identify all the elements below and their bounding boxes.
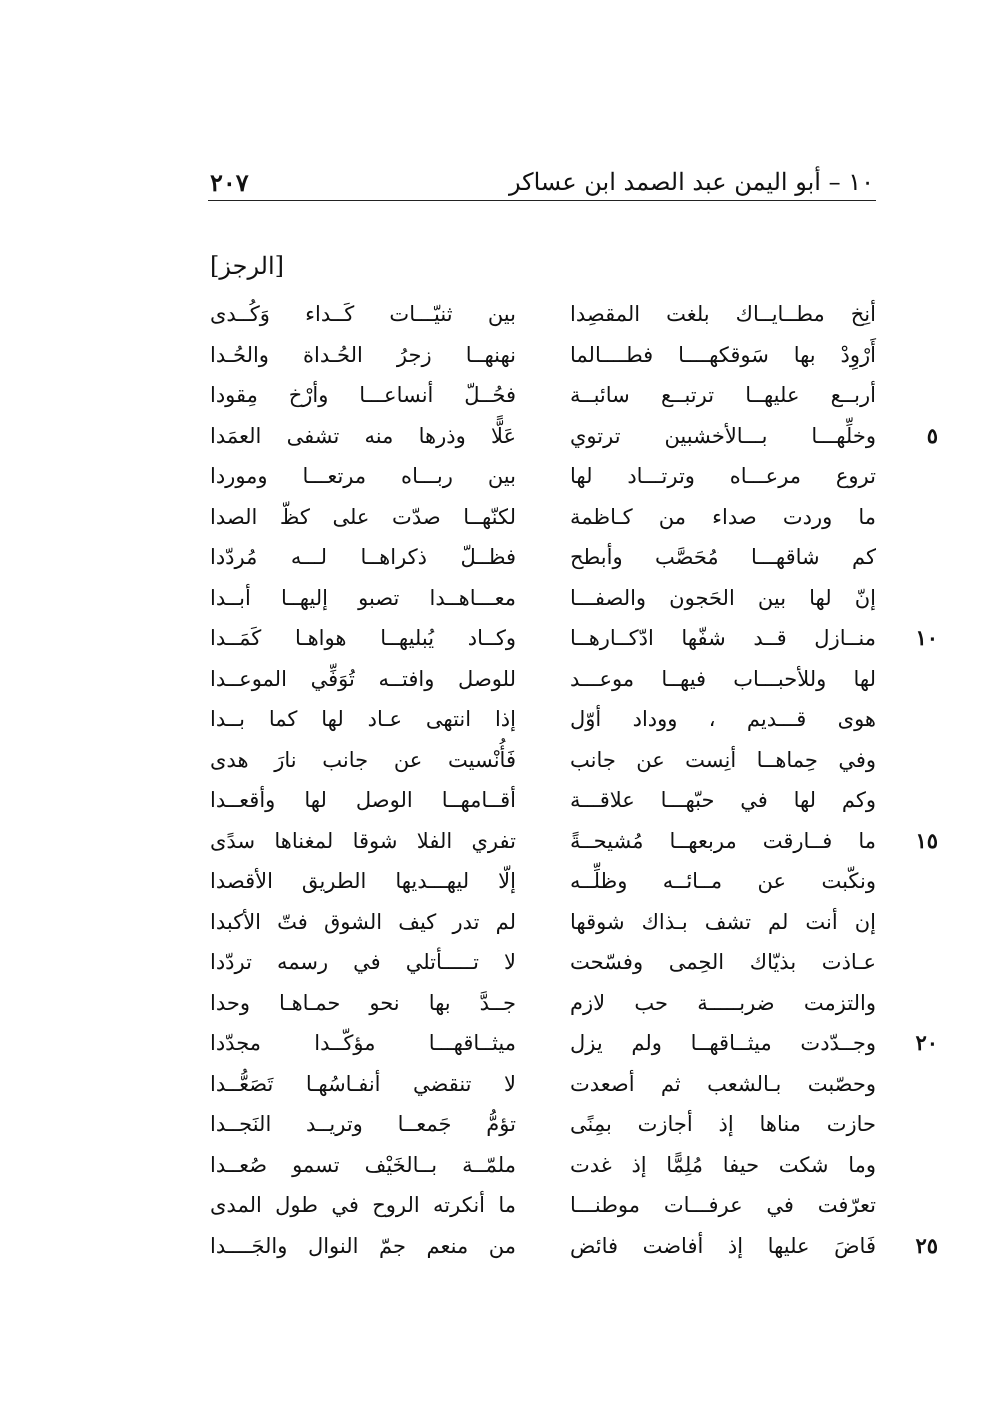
verse-second-hemistich: إلّا ليهـــديها الطريق الأقصدا: [210, 869, 516, 893]
verse-second-hemistich: نهنهــا زجرُ الحُـداة والحُـدا: [210, 342, 516, 367]
verse: [0, 1145, 992, 1185]
verse-first-hemistich: أَرْوِدْ بها سَوقكهــــا فطــــالما: [570, 342, 876, 367]
verse: [0, 740, 992, 780]
verse-first-hemistich: إن أنت لم تشف بـذاك شوقها: [570, 909, 876, 934]
meter-label: [الرجز]: [210, 252, 285, 280]
verse: [0, 1185, 992, 1225]
verse-second-hemistich: للوصل وافتــه تُوَفِّي الموعــدا: [210, 666, 516, 691]
verse-number: ٢٠: [915, 1030, 938, 1055]
verse-second-hemistich: ما أنكرته الروح في طول المدى: [210, 1193, 516, 1217]
verse: [0, 294, 992, 334]
verse-second-hemistich: من منعم جمّ النوال والجَــــدا: [210, 1233, 516, 1258]
header-rule: [208, 200, 876, 201]
verse-first-hemistich: لها وللأحبـــاب فيهــا موعـــد: [570, 666, 876, 691]
verse-number: ١٥: [915, 827, 938, 853]
verse: [0, 497, 992, 537]
verse-second-hemistich: بين ثنيّـــات كَــداء وَكُــدى: [210, 302, 516, 326]
verse-first-hemistich: وحصّبت بـالشعب ثم أصعدت: [570, 1071, 876, 1096]
verse-number: [888, 456, 938, 496]
verse-first-hemistich: ونكّبت عن مــائــه وظلِّــه: [570, 869, 876, 893]
verse: [0, 335, 992, 375]
verse: [0, 1023, 992, 1063]
page-number: ٢٠٧: [210, 168, 249, 197]
verse: [0, 983, 992, 1023]
verse-first-hemistich: ما وردت صداء من كـاظمة: [570, 504, 876, 529]
verse-second-hemistich: لم تدر كيف الشوق فتّ الأكبدا: [210, 909, 516, 934]
verse-second-hemistich: تؤمُّ جَمعــا وتريــد النَجــدا: [210, 1112, 516, 1136]
verse-number: [888, 537, 938, 577]
verse-number: [888, 1145, 938, 1185]
verse: [0, 375, 992, 415]
verse-number: ١٠: [915, 625, 938, 650]
verse-first-hemistich: عـاذت بذيّاك الحِمى وفسّحت: [570, 950, 876, 974]
verse: [0, 699, 992, 739]
verse-second-hemistich: جــدَّ بها نحو حمـاهـا وحدا: [210, 990, 516, 1015]
verse-first-hemistich: أنِخ مطــايــاك بلغت المقصِدا: [570, 302, 876, 326]
verse-first-hemistich: وجــدّدت ميثــاقهــا ولم يزل: [570, 1031, 876, 1055]
verse: [0, 537, 992, 577]
verse-second-hemistich: لكنّهــا صدّت على كظّ الصدا: [210, 504, 516, 529]
verse-number: [888, 375, 938, 415]
verse-number: ٢٥: [915, 1232, 938, 1258]
verse-first-hemistich: أربــع عليهــا ترتبــع سائبــة: [570, 383, 876, 407]
verse-second-hemistich: أقــامهــا الوصل لها وأقعــدا: [210, 788, 516, 812]
verse-second-hemistich: لا تنقضي أنفـاسُهـا تَصَعُّــدا: [210, 1071, 516, 1096]
verse-first-hemistich: تروع مرعـــاه وترتـــاد لها: [570, 464, 876, 488]
verse: [0, 456, 992, 496]
verse-second-hemistich: لا تـــــأتلي في رسمه تردّدا: [210, 950, 516, 974]
verse-second-hemistich: ميثــاقهـــا مؤكّــدا مجدّدا: [210, 1031, 516, 1055]
verse-second-hemistich: وكــاد يُبليهــا هواهـا كَمَــدا: [210, 626, 516, 650]
verse-number: [888, 1104, 938, 1144]
verse: [0, 618, 992, 658]
verse-second-hemistich: بين ربـــاه مرتعـــا وموردا: [210, 464, 516, 488]
verse: [0, 1104, 992, 1144]
verse-first-hemistich: وكم لها في حبّهـــا علاقـــة: [570, 788, 876, 812]
verse: [0, 1226, 992, 1266]
verse-number: [888, 578, 938, 618]
verse-second-hemistich: إذا انتهى عـاد لها كما بــدا: [210, 707, 516, 731]
verse-second-hemistich: فظــلّ ذكراهــا لـــه مُردّدا: [210, 545, 516, 569]
verse: [0, 578, 992, 618]
verse-first-hemistich: وفي حِماهــا أنِست عن جانب: [570, 747, 876, 772]
verse-first-hemistich: كم شاقهـــا مُحَصَّب وأبطح: [570, 545, 876, 569]
verse: [0, 942, 992, 982]
verse-number: ٥: [926, 422, 938, 448]
verse-first-hemistich: تعرّفت في عرفـــات موطنـــا: [570, 1193, 876, 1217]
verse-second-hemistich: فحُــلّ أنساعـــا وأرْخ مِقودا: [210, 383, 516, 407]
verse-second-hemistich: ملمّــة بــالخَيْف تسمو صُعــدا: [210, 1152, 516, 1177]
verse-first-hemistich: هوى قـــديم ، ووداد أوّل: [570, 707, 876, 731]
verse: [0, 416, 992, 456]
page-header: [0, 0, 992, 200]
verse-second-hemistich: فَأُنْسيت عن جانب نارَ هدى: [210, 747, 516, 772]
verse-number: [888, 942, 938, 982]
verse-number: [888, 497, 938, 537]
verse-second-hemistich: تفري الفلا شوقا لمغناها سدًى: [210, 828, 516, 853]
verse-first-hemistich: منــازل قــد شفّها ادّكــارهــا: [570, 626, 876, 650]
verse: [0, 902, 992, 942]
verse: [0, 659, 992, 699]
verse-first-hemistich: وما شكت حيفا مُلِمًّا إذ غدت: [570, 1152, 876, 1177]
verse: [0, 1064, 992, 1104]
verse-first-hemistich: والتزمت ضربـــــة حب لازم: [570, 990, 876, 1015]
verse: [0, 780, 992, 820]
verse-first-hemistich: إنّ لها بين الحَجون والصفـــا: [570, 585, 876, 610]
verse-number: [888, 659, 938, 699]
verse-number: [888, 335, 938, 375]
verse-first-hemistich: ما فــارقت مربعهــا مُشيحــةً: [570, 828, 876, 853]
verse-number: [888, 1064, 938, 1104]
verse-number: [888, 902, 938, 942]
verse: [0, 821, 992, 861]
verse-number: [888, 699, 938, 739]
verse-number: [888, 1185, 938, 1225]
verse: [0, 861, 992, 901]
verse-second-hemistich: عَلًّا وذرها منه تشفى العمَدا: [210, 423, 516, 448]
verse-first-hemistich: فَاضَ عليها إذ أفاضت فائض: [570, 1233, 876, 1258]
verse-number: [888, 294, 938, 334]
verse-second-hemistich: معـــاهــدا تصبو إليهــا أبــدا: [210, 585, 516, 610]
verse-number: [888, 740, 938, 780]
verse-first-hemistich: وخلِّهـــا بـــالأخشبين ترتوي: [570, 423, 876, 448]
verse-number: [888, 780, 938, 820]
verse-number: [888, 861, 938, 901]
verse-first-hemistich: حازت مناها إذ أجازت بمِنًى: [570, 1112, 876, 1136]
header-title: ١٠ – أبو اليمن عبد الصمد ابن عساكر: [508, 168, 874, 196]
verse-number: [888, 983, 938, 1023]
